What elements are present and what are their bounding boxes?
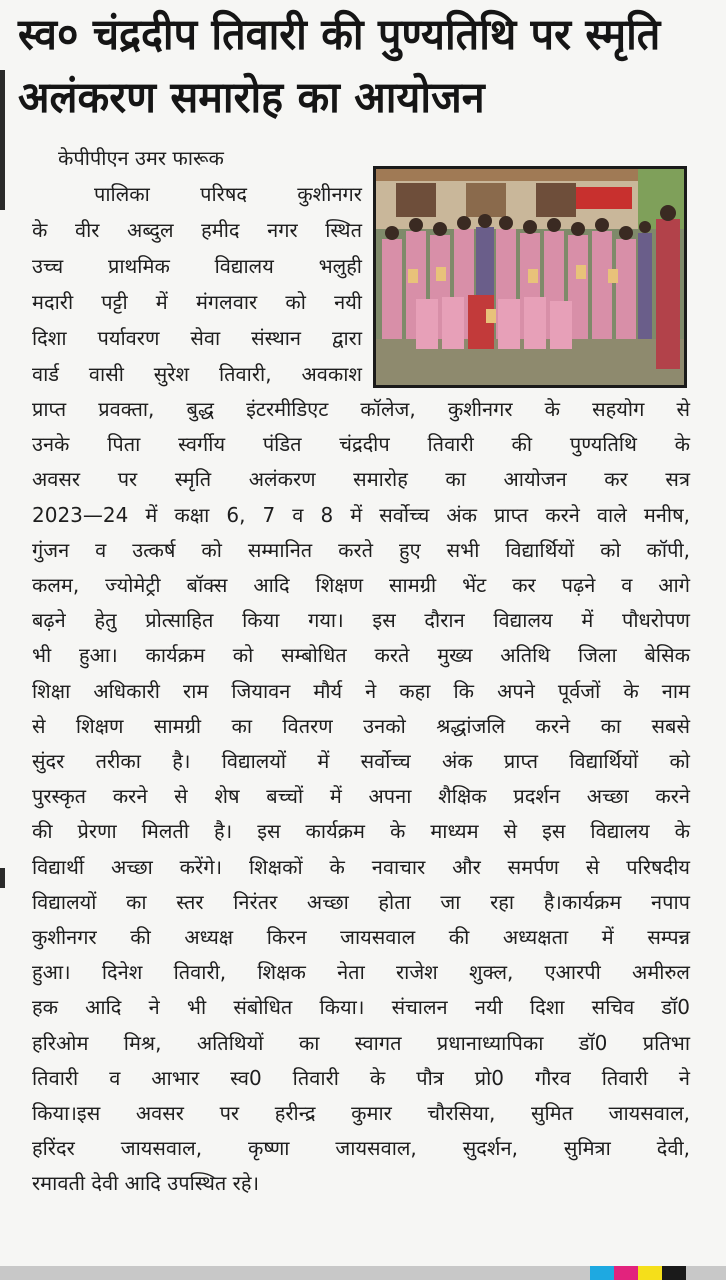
body-line: कलम, ज्योमेट्री बॉक्स आदि शिक्षण सामग्री भेंट कर पढ़ने व आगे <box>32 573 690 598</box>
intro-line: दिशा पर्यावरण सेवा संस्थान द्वारा <box>32 326 362 350</box>
black-swatch <box>662 1266 686 1280</box>
body-line: तिवारी व आभार स्व0 तिवारी के पौत्र प्रो0 गौरव तिवारी ने <box>32 1065 690 1090</box>
body-line: अवसर पर स्मृति अलंकरण समारोह का आयोजन कर सत्र <box>32 467 690 492</box>
page-edge-dot <box>0 868 5 888</box>
page-edge-mark <box>0 70 5 210</box>
article-body <box>32 392 690 1202</box>
body-line: हक आदि ने भी संबोधित किया। संचालन नयी दिशा सचिव डॉ0 <box>32 995 690 1020</box>
body-line: गुंजन व उत्कर्ष को सम्मानित करते हुए सभी विद्यार्थियों को कॉपी, <box>32 537 690 562</box>
body-line: सुंदर तरीका है। विद्यालयों में सर्वोच्च अंक प्राप्त विद्यार्थियों को <box>32 749 690 774</box>
body-line: कुशीनगर की अध्यक्ष किरन जायसवाल की अध्यक्षता में सम्पन्न <box>32 925 690 950</box>
body-line: बढ़ने हेतु प्रोत्साहित किया गया। इस दौरान विद्यालय में पौधरोपण <box>32 608 690 633</box>
body-line: हरिओम मिश्र, अतिथियों का स्वागत प्रधानाध्यापिका डॉ0 प्रतिभा <box>32 1030 690 1055</box>
intro-line: उच्च प्राथमिक विद्यालय भलुही <box>32 254 362 278</box>
body-line: पुरस्कृत करने से शेष बच्चों में अपना शैक्षिक प्रदर्शन अच्छा करने <box>32 784 690 809</box>
body-line: भी हुआ। कार्यक्रम को सम्बोधित करते मुख्य अतिथि जिला बेसिक <box>32 643 690 668</box>
event-photo-illustration <box>376 169 684 385</box>
event-photo <box>373 166 687 388</box>
article-headline: स्व० चंद्रदीप तिवारी की पुण्यतिथि पर स्मृति अलंकरण समारोह का आयोजन <box>18 10 661 123</box>
intro-line: पालिका परिषद कुशीनगर <box>94 182 362 206</box>
body-line: हरिंदर जायसवाल, कृष्णा जायसवाल, सुदर्शन, सुमित्रा देवी, <box>32 1136 690 1161</box>
body-line: की प्रेरणा मिलती है। इस कार्यक्रम के माध्यम से इस विद्यालय के <box>32 819 690 844</box>
yellow-swatch <box>638 1266 662 1280</box>
body-line: प्राप्त प्रवक्ता, बुद्ध इंटरमीडिएट कॉलेज, कुशीनगर के सहयोग से <box>32 397 690 421</box>
body-line: उनके पिता स्वर्गीय पंडित चंद्रदीप तिवारी की पुण्यतिथि के <box>32 432 690 457</box>
body-line: हुआ। दिनेश तिवारी, शिक्षक नेता राजेश शुक्ल, एआरपी अमीरुल <box>32 960 690 985</box>
body-line: विद्यालयों का स्तर निरंतर अच्छा होता जा रहा है।कार्यक्रम नपाप <box>32 889 690 914</box>
body-line: शिक्षा अधिकारी राम जियावन मौर्य ने कहा कि अपने पूर्वजों के नाम <box>32 678 690 703</box>
body-line: किया।इस अवसर पर हरीन्द्र कुमार चौरसिया, सुमित जायसवाल, <box>32 1101 690 1126</box>
article-intro-column <box>32 176 362 392</box>
body-line: से शिक्षण सामग्री का वितरण उनको श्रद्धांजलि करने का सबसे <box>32 713 690 738</box>
magenta-swatch <box>614 1266 638 1280</box>
intro-line: मदारी पट्टी में मंगलवार को नयी <box>32 290 362 314</box>
photo-teacher <box>656 219 680 369</box>
body-line: 2023—24 में कक्षा 6, 7 व 8 में सर्वोच्च अंक प्राप्त करने वाले मनीष, <box>32 502 690 527</box>
body-line: विद्यार्थी अच्छा करेंगे। शिक्षकों के नवाचार और समर्पण से परिषदीय <box>32 854 690 879</box>
body-line: रमावती देवी आदि उपस्थित रहे। <box>32 1171 260 1196</box>
intro-line: के वीर अब्दुल हमीद नगर स्थित <box>32 218 362 242</box>
photo-banner <box>576 187 632 209</box>
article-byline: केपीपीएन उमर फारूक <box>58 146 224 170</box>
cyan-swatch <box>590 1266 614 1280</box>
intro-line: वार्ड वासी सुरेश तिवारी, अवकाश <box>32 362 362 386</box>
